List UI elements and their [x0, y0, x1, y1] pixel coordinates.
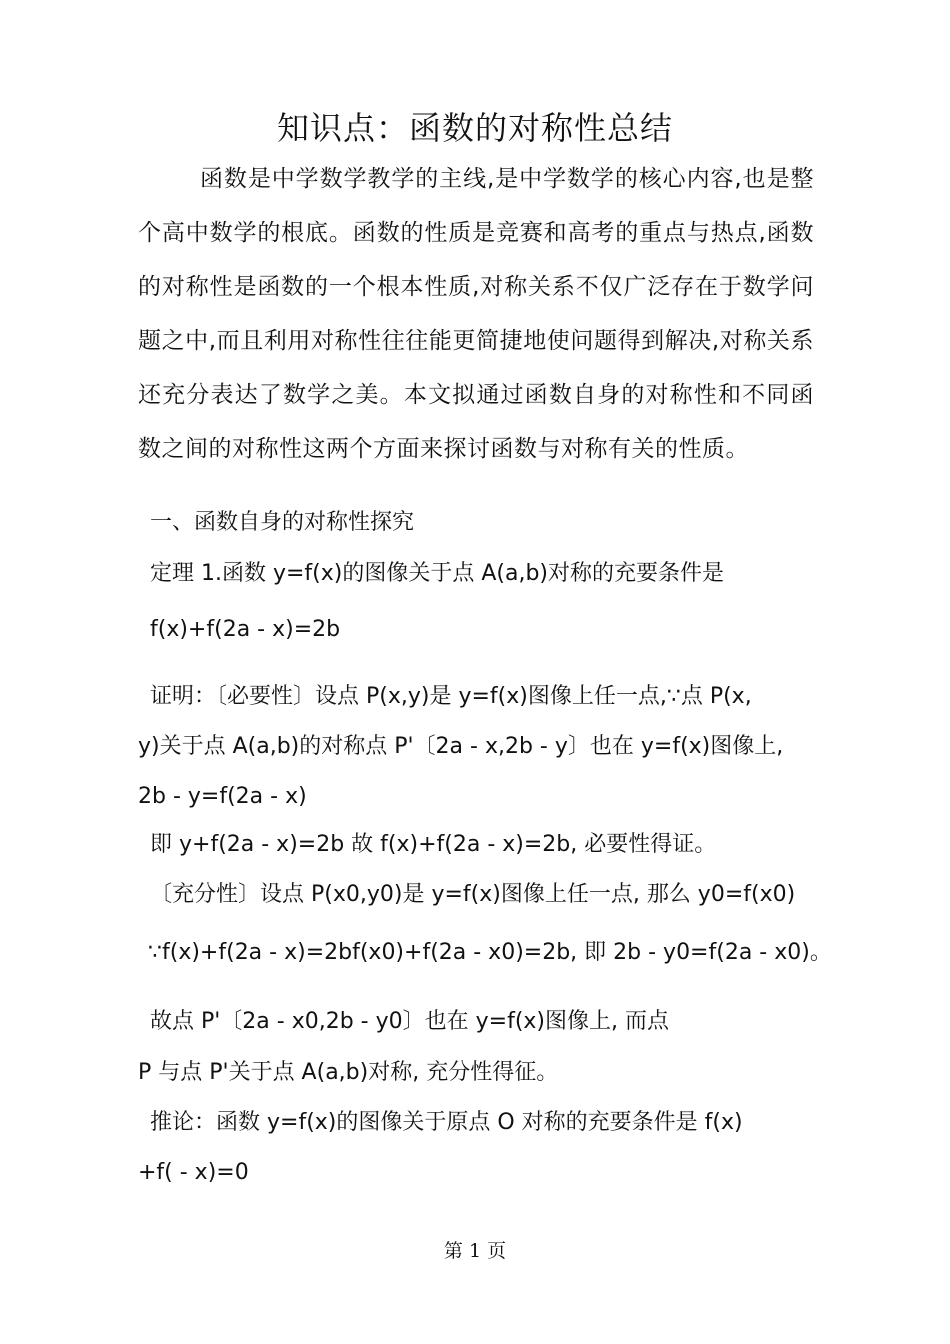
section-heading: 一、函数自身的对称性探究: [150, 510, 415, 535]
proof-line: 故点 P'〔2a - x0,2b - y0〕也在 y=f(x)图像上, 而点: [150, 1009, 669, 1034]
corollary-line: 推论：函数 y=f(x)的图像关于原点 O 对称的充要条件是 f(x): [150, 1110, 743, 1135]
intro-paragraph: 函数是中学数学教学的主线,是中学数学的核心内容,也是整个高中数学的根底。函数的性质是竞赛和高考的重点与热点,函数的对称性是函数的一个根本性质,对称关系不仅广泛存在于数学问题之中,而且利用对称性往往能更简捷地使问题得到解决,对称关系还充分表达了数学之美。本文拟通过函数自身的对称性和不同函数之间的对称性这两个方面来探讨函数与对称有关的性质。: [138, 166, 814, 462]
document-title: 知识点：函数的对称性总结: [276, 109, 673, 147]
theorem-formula: f(x)+f(2a - x)=2b: [150, 617, 341, 642]
proof-line: 证明：〔必要性〕设点 P(x,y)是 y=f(x)图像上任一点,∵点 P(x,: [150, 684, 752, 709]
proof-line: y)关于点 A(a,b)的对称点 P'〔2a - x,2b - y〕也在 y=f(x)图像上,: [138, 734, 784, 759]
theorem-statement: 定理 1.函数 y=f(x)的图像关于点 A(a,b)对称的充要条件是: [150, 561, 725, 586]
proof-line: 2b - y=f(2a - x): [138, 784, 307, 809]
proof-line: ∵f(x)+f(2a - x)=2bf(x0)+f(2a - x0)=2b, 即 2b - y0=f(2a - x0)。: [148, 940, 832, 965]
page-number: 第 1 页: [443, 1240, 507, 1262]
proof-line: P 与点 P'关于点 A(a,b)对称, 充分性得征。: [138, 1060, 559, 1085]
proof-line: 即 y+f(2a - x)=2b 故 f(x)+f(2a - x)=2b, 必要性得证。: [150, 832, 717, 857]
corollary-line: +f( - x)=0: [138, 1160, 249, 1185]
proof-line: 〔充分性〕设点 P(x0,y0)是 y=f(x)图像上任一点, 那么 y0=f(x0): [150, 882, 796, 907]
